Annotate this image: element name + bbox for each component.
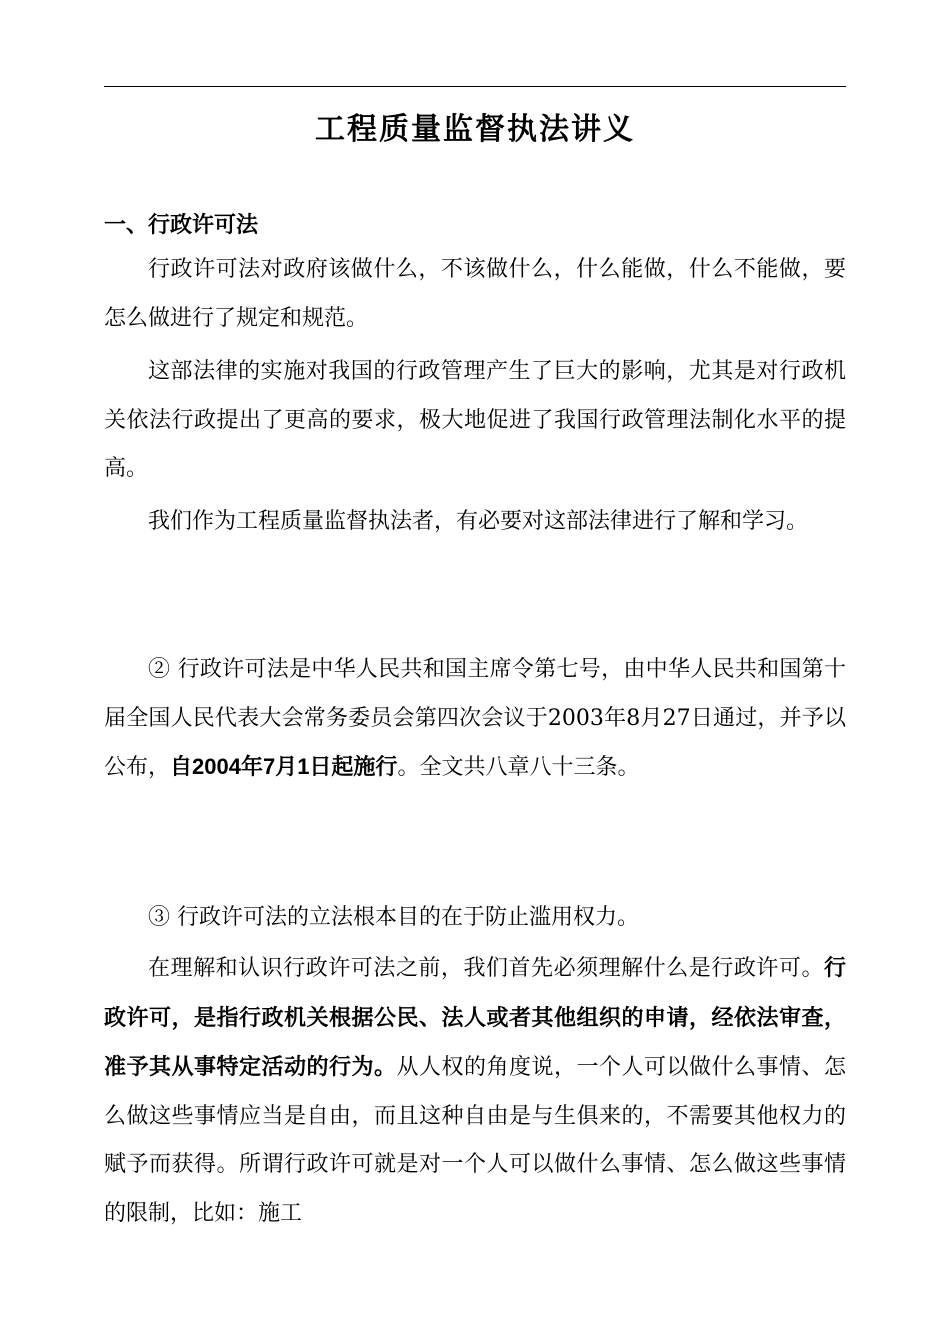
header-rule [104, 86, 846, 87]
section-heading: 一、行政许可法 [104, 213, 259, 238]
document-title: 工程质量监督执法讲义 [315, 112, 635, 147]
paragraph-4-bold: 自2004年7月1日起施行 [170, 754, 398, 779]
paragraph-3: 我们作为工程质量监督执法者，有必要对这部法律进行了解和学习。 [148, 509, 809, 534]
paragraph-6 [104, 944, 846, 1238]
paragraph-4-text-a: ② 行政许可法是中华人民共和国主席令第七号，由中华人民共和国第十届全国人民代表大会常务委员会第四次会议于2003年8月27日通过，并予以公布， [104, 657, 846, 780]
paragraph-4-text-b: 。全文共八章八十三条。 [397, 755, 640, 780]
paragraph-6-text-b: 从人权的角度说，一个人可以做什么事情、怎么做这些事情应当是自由，而且这种自由是与生俱来的，不需要其他权力的赋予而获得。所谓行政许可就是对一个人可以做什么事情、怎么做这些事情的限制，比如：施工 [104, 1055, 846, 1226]
paragraph-6-bold: 行政许可，是指行政机关根据公民、法人或者其他组织的申请，经依法审查，准予其从事特定活动的行为。 [104, 955, 846, 1079]
paragraph-4 [104, 646, 846, 793]
paragraph-5: ③ 行政许可法的立法根本目的在于防止滥用权力。 [148, 905, 639, 930]
paragraph-1: 行政许可法对政府该做什么，不该做什么，什么能做，什么不能做，要怎么做进行了规定和规范。 [104, 257, 846, 331]
paragraph-2: 这部法律的实施对我国的行政管理产生了巨大的影响，尤其是对行政机关依法行政提出了更高的要求，极大地促进了我国行政管理法制化水平的提高。 [104, 359, 846, 481]
paragraph-6-text-a: 在理解和认识行政许可法之前，我们首先必须理解什么是行政许可。 [148, 956, 824, 981]
